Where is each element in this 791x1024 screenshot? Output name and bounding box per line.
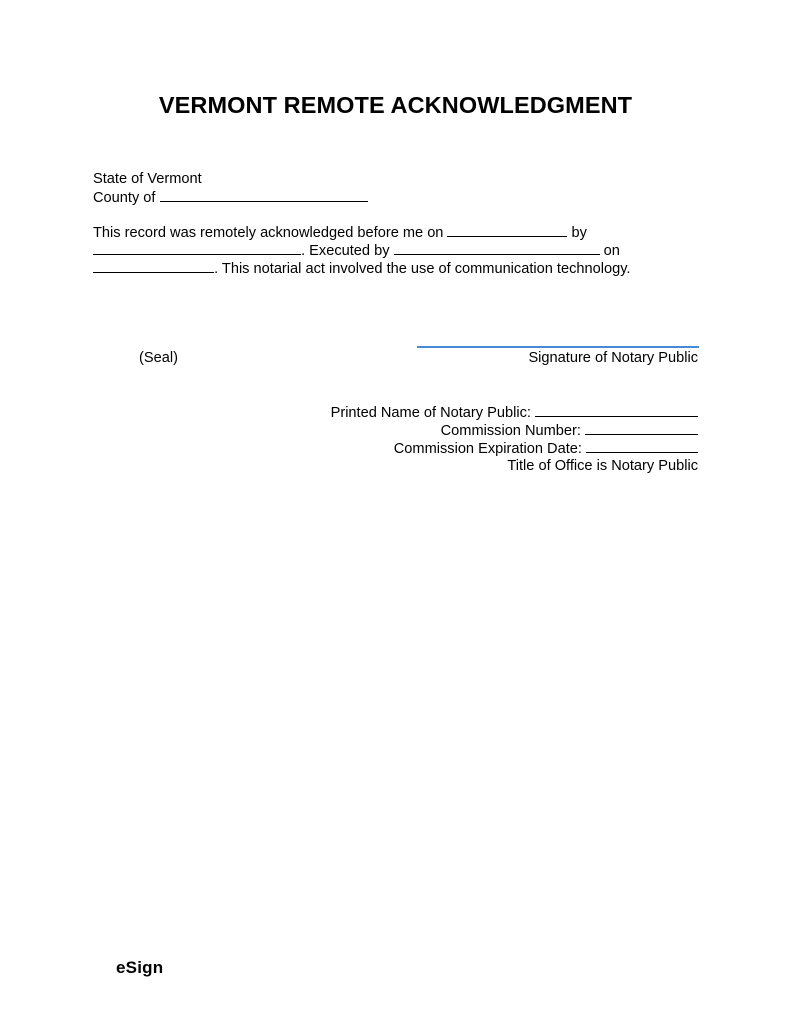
paragraph-line-3 xyxy=(93,259,630,278)
commission-expiration-blank[interactable] xyxy=(586,439,698,453)
commission-number-line xyxy=(441,421,698,440)
commission-expiration-line xyxy=(394,439,698,458)
title-of-office: Title of Office is Notary Public xyxy=(507,458,698,474)
notary-signature-line[interactable] xyxy=(417,346,699,348)
paragraph-line3-text-a: . This notarial act involved the use of communication technology. xyxy=(214,261,631,277)
document-title: VERMONT REMOTE ACKNOWLEDGMENT xyxy=(158,92,633,118)
paragraph-line1-text-b: by xyxy=(571,225,587,241)
executed-date-blank[interactable] xyxy=(93,259,214,273)
paragraph-line-1 xyxy=(93,223,587,242)
paragraph-line2-text-b: on xyxy=(603,243,620,259)
commission-number-blank[interactable] xyxy=(585,421,698,435)
signature-caption: Signature of Notary Public xyxy=(528,350,698,366)
acknowledged-date-blank[interactable] xyxy=(447,223,567,237)
county-blank[interactable] xyxy=(160,188,368,202)
state-line: State of Vermont xyxy=(93,171,202,187)
county-label: County of xyxy=(93,190,156,206)
printed-name-label: Printed Name of Notary Public: xyxy=(330,405,531,421)
esign-logo: eSign xyxy=(116,958,164,977)
executed-by-blank[interactable] xyxy=(394,241,600,255)
printed-name-line xyxy=(331,403,698,422)
commission-number-label: Commission Number: xyxy=(440,423,581,439)
paragraph-line-2 xyxy=(93,241,620,260)
commission-expiration-label: Commission Expiration Date: xyxy=(393,441,582,457)
paragraph-line2-text-a: . Executed by xyxy=(301,243,390,259)
acknowledger-name-blank[interactable] xyxy=(93,241,301,255)
seal-label: (Seal) xyxy=(139,350,178,366)
printed-name-blank[interactable] xyxy=(535,403,698,417)
paragraph-line1-text-a: This record was remotely acknowledged before me on xyxy=(93,225,444,241)
county-line xyxy=(93,188,368,207)
